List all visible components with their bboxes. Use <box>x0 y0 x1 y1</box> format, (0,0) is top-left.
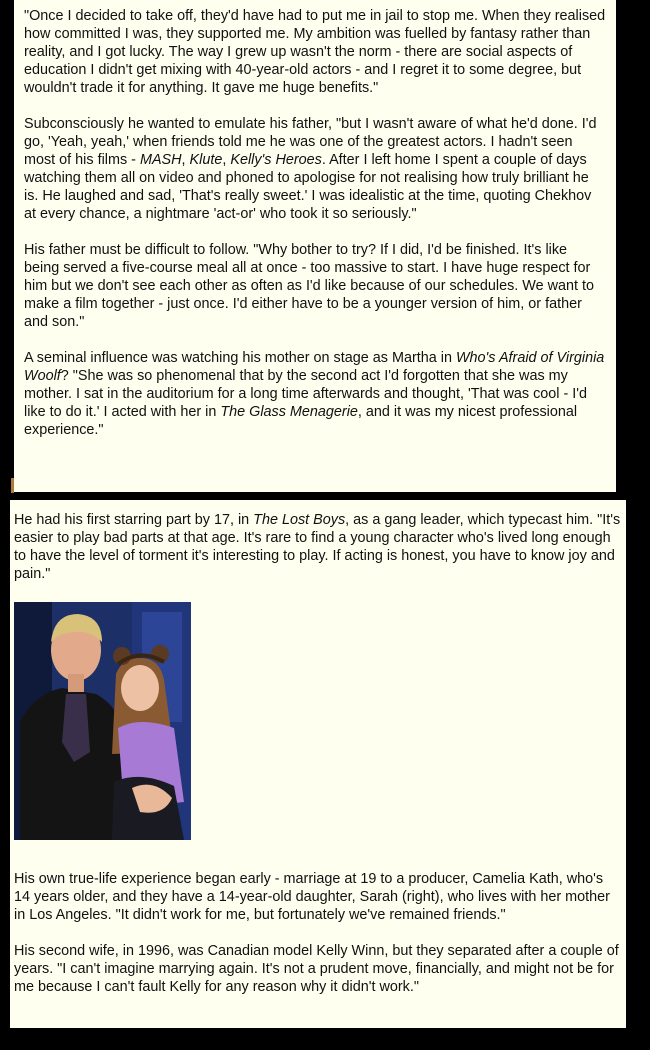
text-run: , <box>181 152 190 168</box>
text-run: His second wife, in 1996, was Canadian model Kelly Winn, but they separated after a couple of years. "I can't imagine marrying again. It's not a prudent move, financially, and might not be for me because I can't fault Kelly for any reason why it didn't work." <box>14 943 619 995</box>
photo-image <box>14 602 191 840</box>
intro-paragraph <box>14 511 622 583</box>
italic-title: MASH <box>139 152 182 168</box>
text-run: His own true-life experience began early - marriage at 19 to a producer, Camelia Kath, who's 14 years older, and they have a 14-year-old daughter, Sarah (right), who lives with her mother in Los Angeles. "It didn't work for me, but fortunately we've remained friends." <box>14 871 610 923</box>
text-run: , and it was my nicest professional experience." <box>24 404 578 438</box>
text-run: , as a gang leader, which typecast him. "It's easier to play bad parts at that age. It's rare to find a young character who's lived long enough to have the level of torment it's interesting to play. If acting is honest, you have to know joy and pain." <box>14 512 621 582</box>
article-panel-bottom <box>10 500 626 1028</box>
text-run: "Once I decided to take off, they'd have had to put me in jail to stop me. When they realised how committed I was, they supported me. My ambition was fuelled by fantasy rather than reality, and I got lucky. The way I grew up wasn't the norm - there are social aspects of education I didn't get mixing with 40-year-old actors - and I regret it to some degree, but wouldn't trade it for anything. It gave me huge benefits." <box>24 8 606 96</box>
text-run: Subconsciously he wanted to emulate his father, "but I wasn't aware of what he'd done. I'd go, 'Yeah, yeah,' when friends told me he was one of the greatest actors. I hadn't seen most of his films - <box>24 116 597 168</box>
paragraph <box>14 870 622 924</box>
paragraph <box>24 349 606 439</box>
paragraph <box>14 942 622 996</box>
top-paragraphs <box>24 7 606 439</box>
italic-title: The Glass Menagerie <box>220 404 358 420</box>
paragraph <box>24 115 606 223</box>
italic-title: Kelly's Heroes <box>230 152 322 168</box>
text-run: His father must be difficult to follow. "Why bother to try? If I did, I'd be finished. It's like being served a five-course meal all at once - too massive to start. I have huge respect for him but we don't see each other as often as I'd like because of our schedules. We want to make a film together - just once. I'd either have to be a younger version of him, or father and son." <box>24 242 594 330</box>
italic-title: Klute <box>189 152 223 168</box>
italic-title: Who's Afraid of Virginia Woolf <box>24 350 605 384</box>
text-run: , <box>222 152 231 168</box>
text-cursor-marker <box>11 478 14 493</box>
bottom-paragraphs <box>14 870 622 996</box>
photo-father-and-daughter <box>14 602 191 840</box>
text-run: He had his first starring part by 17, in <box>14 512 254 528</box>
text-run: ? "She was so phenomenal that by the second act I'd forgotten that she was my mother. I sat in the auditorium for a long time afterwards and thought, 'That was cool - I'd like to do it.' I acted with her in <box>24 368 588 420</box>
article-panel-top <box>14 0 616 492</box>
paragraph <box>24 7 606 97</box>
text-run: A seminal influence was watching his mother on stage as Martha in <box>24 350 456 366</box>
italic-title: The Lost Boys <box>253 512 346 528</box>
text-run: . After I left home I spent a couple of days watching them all on video and phoned to apologise for not realising how truly brilliant he is. He laughed and sad, 'That's really sweet.' I was idealistic at the time, quoting Chekhov at every chance, a nightmare 'act-or' who took it so seriously." <box>24 152 592 222</box>
paragraph <box>24 241 606 331</box>
